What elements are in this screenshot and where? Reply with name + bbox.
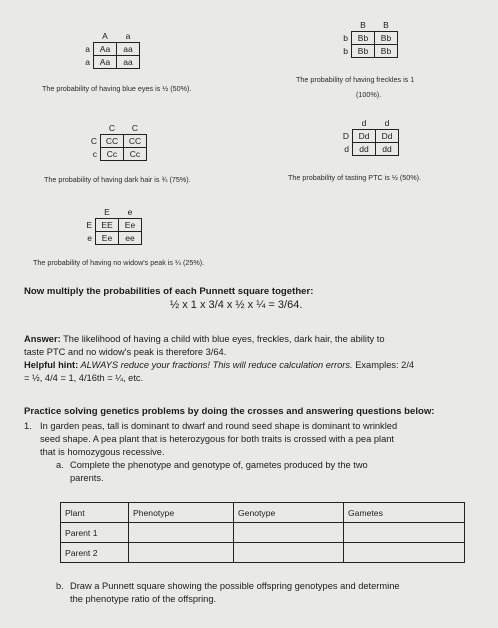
row-allele: d (344, 144, 349, 154)
genotype-cell[interactable] (234, 523, 344, 543)
row-allele: e (87, 233, 92, 243)
ptc-probability: The probability of tasting PTC is ½ (50%). (288, 173, 422, 182)
phenotype-cell[interactable] (129, 543, 234, 563)
equation: ½ x 1 x 3/4 x ½ x ¼ = 3/64. (170, 299, 303, 311)
punnett-blue-eyes (78, 30, 140, 69)
qa-line: parents. (70, 473, 104, 483)
row-allele: a (85, 57, 90, 67)
row-label: Parent 1 (61, 523, 129, 543)
col-allele: d (361, 118, 367, 128)
col-allele: E (104, 207, 110, 217)
punnett-cell: Ee (96, 232, 119, 245)
q1-line: seed shape. A pea plant that is heterozygous for both traits is crossed with a pea plant (40, 434, 395, 444)
row-allele: D (342, 131, 349, 141)
row-allele: C (90, 136, 97, 146)
punnett-cell: Cc (101, 148, 124, 161)
punnett-ptc (337, 117, 399, 156)
punnett-cell: Bb (375, 32, 398, 45)
punnett-cell: Bb (352, 32, 375, 45)
answer-text: The likelihood of having a child with blue eyes, freckles, dark hair, the ability to (60, 334, 385, 344)
answer-text-line2: taste PTC and no widow's peak is therefore 3/64. (24, 347, 227, 357)
hint-line2: = ½, 4/4 = 1, 4/16th = ¼, etc. (24, 373, 144, 383)
header-plant: Plant (61, 503, 129, 523)
q1-line: that is homozygous recessive. (40, 447, 165, 457)
col-allele: C (131, 123, 139, 133)
row-allele: E (86, 220, 92, 230)
phenotype-cell[interactable] (129, 523, 234, 543)
punnett-cell: Bb (375, 45, 398, 58)
multiply-heading: Now multiply the probabilities of each Punnett square together: (24, 286, 314, 297)
freckles-probability-2: (100%). (356, 90, 382, 99)
punnett-cell: Aa (94, 43, 117, 56)
question-b (56, 580, 476, 606)
hint-examples: Examples: 2/4 (352, 360, 415, 370)
punnett-dark-hair (85, 122, 147, 161)
header-gametes: Gametes (344, 503, 465, 523)
row-allele: b (343, 46, 348, 56)
punnett-cell: dd (353, 143, 376, 156)
punnett-cell: aa (117, 56, 140, 69)
punnett-widows-peak (80, 206, 142, 245)
punnett-cell: Ee (119, 219, 142, 232)
widows-peak-probability: The probability of having no widow's peak is ¼ (25%). (33, 258, 205, 267)
practice-heading: Practice solving genetics problems by doing the crosses and answering questions below: (24, 406, 435, 417)
punnett-cell: Aa (94, 56, 117, 69)
row-allele: c (92, 149, 97, 159)
col-allele: C (108, 123, 116, 133)
header-genotype: Genotype (234, 503, 344, 523)
punnett-cell: Cc (124, 148, 147, 161)
punnett-cell: CC (101, 135, 124, 148)
row-allele: b (343, 33, 348, 43)
punnett-cell: Dd (376, 130, 399, 143)
punnett-cell: CC (124, 135, 147, 148)
col-allele: B (360, 20, 366, 30)
freckles-probability-1: The probability of having freckles is 1 (296, 75, 415, 84)
qb-line: the phenotype ratio of the offspring. (70, 594, 217, 604)
gametes-cell[interactable] (344, 543, 465, 563)
dark-hair-probability: The probability of having dark hair is ¾ (75%). (44, 175, 191, 184)
hint-italic: ALWAYS reduce your fractions! This will reduce calculation errors. (78, 360, 353, 370)
qb-letter: b. (56, 581, 64, 591)
q1-line: In garden peas, tall is dominant to dwarf and round seed shape is dominant to wrinkled (40, 421, 398, 431)
punnett-cell: ee (119, 232, 142, 245)
col-allele: B (383, 20, 389, 30)
row-label: Parent 2 (61, 543, 129, 563)
table-row (61, 543, 465, 563)
col-allele: e (127, 207, 133, 217)
gametes-table (60, 502, 465, 563)
qa-line: Complete the phenotype and genotype of, gametes produced by the two (70, 460, 368, 470)
punnett-cell: Bb (352, 45, 375, 58)
table-row (61, 523, 465, 543)
qa-letter: a. (56, 460, 64, 470)
qb-line: Draw a Punnett square showing the possible offspring genotypes and determine (70, 581, 400, 591)
genotype-cell[interactable] (234, 543, 344, 563)
col-allele: d (384, 118, 390, 128)
punnett-cell: aa (117, 43, 140, 56)
answer-label: Answer: (24, 334, 61, 344)
gametes-cell[interactable] (344, 523, 465, 543)
q1-number: 1. (24, 421, 32, 431)
hint-label: Helpful hint: (24, 360, 79, 370)
blue-eyes-probability: The probability of having blue eyes is ½ (50%). (42, 84, 192, 93)
table-header-row (61, 503, 465, 523)
punnett-freckles (336, 19, 398, 58)
punnett-cell: Dd (353, 130, 376, 143)
row-allele: a (85, 44, 90, 54)
punnett-cell: EE (96, 219, 119, 232)
question-1 (24, 420, 484, 485)
col-allele: A (102, 31, 108, 41)
col-allele: a (125, 31, 131, 41)
punnett-cell: dd (376, 143, 399, 156)
header-phenotype: Phenotype (129, 503, 234, 523)
answer-paragraph (24, 333, 484, 385)
